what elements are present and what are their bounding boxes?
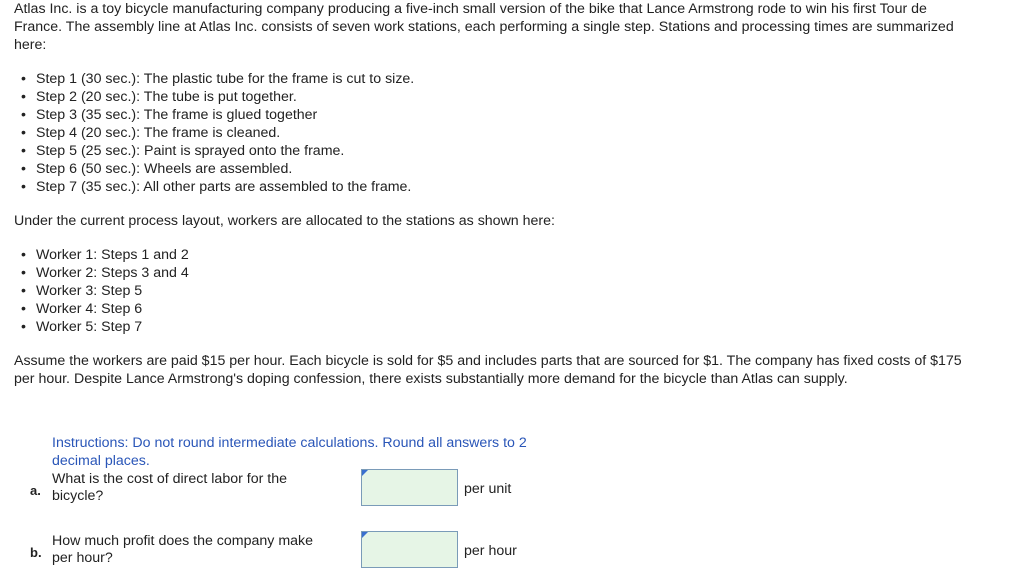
allocation-paragraph: Under the current process layout, workers are allocated to the stations as shown here: — [14, 213, 555, 229]
question-b — [30, 531, 590, 571]
list-item: • Step 4 (20 sec.): The frame is cleaned. — [21, 124, 414, 142]
question-text: What is the cost of direct labor for the bicycle? — [52, 471, 287, 504]
intro-paragraph: Atlas Inc. is a toy bicycle manufacturing company producing a five-inch small version of the bike that Lance Armstrong rode to win his first Tour de France. The assembly line at Atlas Inc. consists of seven work stations, each performing a single step. Stations and processing times are summarized here: — [14, 1, 954, 53]
answer-input-a[interactable] — [361, 469, 458, 506]
list-item: • Worker 2: Steps 3 and 4 — [21, 264, 189, 282]
flag-icon — [362, 532, 368, 538]
list-item: • Worker 3: Step 5 — [21, 282, 189, 300]
list-item: • Step 5 (25 sec.): Paint is sprayed onto the frame. — [21, 142, 414, 160]
question-letter: a. — [30, 483, 41, 498]
list-item: • Step 2 (20 sec.): The tube is put together. — [21, 88, 414, 106]
list-item: • Worker 1: Steps 1 and 2 — [21, 246, 189, 264]
steps-list — [21, 70, 414, 196]
question-text: How much profit does the company make per hour? — [52, 533, 314, 566]
question-letter: b. — [30, 545, 42, 560]
list-item: • Worker 4: Step 6 — [21, 300, 189, 318]
answer-input-b[interactable] — [361, 531, 458, 568]
instructions-text: Instructions: Do not round intermediate calculations. Round all answers to 2 decimal places. — [52, 435, 527, 469]
list-item: • Step 3 (35 sec.): The frame is glued together — [21, 106, 414, 124]
workers-list — [21, 246, 189, 336]
list-item: • Step 6 (50 sec.): Wheels are assembled. — [21, 160, 414, 178]
flag-icon — [362, 470, 368, 476]
list-item: • Step 1 (30 sec.): The plastic tube for the frame is cut to size. — [21, 70, 414, 88]
assumptions-paragraph: Assume the workers are paid $15 per hour. Each bicycle is sold for $5 and includes parts that are sourced for $1. The company has fixed costs of $175 per hour. Despite Lance Armstrong's doping confession, there exists substantially more demand for the bicycle than Atlas can supply. — [14, 353, 962, 387]
unit-label: per hour — [464, 543, 517, 559]
list-item: • Step 7 (35 sec.): All other parts are assembled to the frame. — [21, 178, 414, 196]
question-a — [30, 469, 590, 509]
list-item: • Worker 5: Step 7 — [21, 318, 189, 336]
unit-label: per unit — [464, 481, 512, 497]
